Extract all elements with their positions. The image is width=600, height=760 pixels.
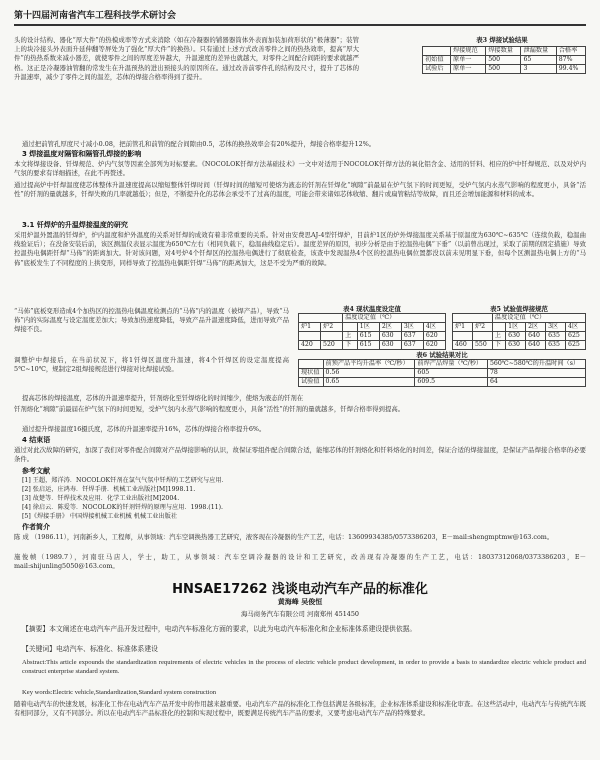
table-cell: 下 — [492, 341, 505, 350]
table-row — [453, 341, 586, 350]
table5 — [452, 313, 586, 350]
table6 — [298, 359, 586, 387]
author-bio-1: 陈 成 （1986.11），河南新乡人，工程师，从事领域：汽车空调换热器工艺研究，液客现在冷凝器的生产工艺，电话：13609934385/0573386203，E－mail:shengmptmw@163.com。 — [14, 533, 554, 541]
table3-caption: 表3 焊接试验结果 — [476, 36, 528, 44]
table-cell: 630 — [506, 332, 526, 341]
table-cell: 500 — [486, 65, 521, 74]
paragraph-7: 调整炉中焊接后，在当前状况下，将1钎焊区温度升温速，将4个钎焊区的设定温度提高5℃~10℃，规制定2组焊接规范进行焊接对比焊接试验。 — [14, 356, 289, 374]
table-cell: 620 — [423, 332, 445, 341]
table-header-row — [423, 47, 586, 56]
table-cell: 现状值 — [299, 369, 324, 378]
table-cell: 640 — [526, 341, 546, 350]
table-cell: 460 — [453, 341, 473, 350]
table-cell: 605 — [415, 369, 488, 378]
table-cell: 2区 — [379, 323, 401, 332]
table-cell: 炉2 — [472, 323, 492, 332]
table-cell: 520 — [321, 341, 343, 350]
paragraph-6: “马佈”底板变形造成4个加热区的控温热电偶温度检测点的“马佈”内的温度（被焊产品），导致“马佈”内的实际温度与设定温度差加大；导致加热速度降低，导致产品升温速度降低，进而导致产品焊接不良。 — [14, 307, 289, 334]
table5-caption: 表5 试验值焊接规范 — [490, 305, 548, 313]
table-cell — [343, 323, 358, 332]
table-cell: 560℃~580℃的升温时间（s） — [487, 360, 585, 369]
table-cell: 87% — [556, 56, 585, 65]
table-cell — [453, 332, 473, 341]
article-affiliation: 海马商务汽车有限公司 河南郑州 451450 — [241, 610, 359, 618]
table-cell — [492, 323, 505, 332]
table-header-row — [453, 314, 586, 323]
table-cell: 3 — [521, 65, 556, 74]
table-cell: 635 — [546, 332, 566, 341]
table-cell: 1区 — [357, 323, 379, 332]
table-cell: 1区 — [506, 323, 526, 332]
article-body: 随着电动汽车的快速发展，标准化工作在电动汽车产品开发中的作用越来越重要。电动汽车产品的标准化工作包括满足各级标准，企业标准体系建设和标准化审查。在这些活动中，电动汽车与传统汽车既有相同部分，又有不同部分。所以在电动汽车产品标准化的控制和实现过程中，既要满足传统汽车产品的要求，又要考虑电动汽车产品的特殊要求。 — [14, 700, 586, 718]
table-cell: 下 — [343, 341, 358, 350]
table-cell — [299, 360, 324, 369]
table-cell: 上 — [343, 332, 358, 341]
table-row — [299, 341, 446, 350]
paragraph-3: 本文将焊接设备、钎焊规范、炉内气氛等因素全部列为对标要素。《NOCOLOK钎焊方法基础技术》一文中对适用于NOCOLOK钎焊方法的氧化铝含金、适用的钎料、相应的炉中钎焊规范、以及对炉内气氛的要求有详细描述，在此不再赘述。 — [14, 160, 586, 178]
table-cell: 泄漏数量 — [521, 47, 556, 56]
table-cell: 试验后 — [423, 65, 451, 74]
table3 — [422, 46, 586, 74]
table-cell: 99.4% — [556, 65, 585, 74]
paragraph-intro: 头的设计结构、器化“厚大件”的热模成率等方式来消除（如在冷凝器的铺器器筒体外表面加装加荷形状的“极薄器”；装管上的块冷接头外表面升延伸翻等屏处为了强化“厚大件”的换热）。只有通过上述方式改善零件之间的热热效率，提高“厚大件”的热热系数来减小器差，就使零件之间的厚度差异越大，升温速度的差异也就越大，对零件之间配合间距的要求就越严格。这正是冷凝器油管翻的常发生在升温预热的进出预接头的原因所在。通过改善前零件孔的结构及尺寸，提升了芯体的升温速率，减少了零件之间的温差，芯体的焊接合格率得到了提升。 — [14, 36, 359, 81]
table-cell: 原单一 — [450, 65, 485, 74]
table-header-row — [299, 314, 446, 323]
table-cell: 焊接数量 — [486, 47, 521, 56]
paragraph-result: 通过把前管孔厚度尺寸减小0.08，把前管孔和前管的配合间隙由0.5，芯体的换热效率会有20%提升，焊接合格率提升12%。 — [22, 140, 376, 148]
reference-item: [5]《焊接手册》 中国焊接机械工业机械 机械工业出版社 — [22, 513, 178, 520]
paragraph-10: 通过提升焊接温度16摄氏度，芯体的升温速率提升16%，芯体的焊接合格率提升6%。 — [22, 425, 266, 433]
table-cell: 原单一 — [450, 56, 485, 65]
table-cell: 温度设定值（℃） — [343, 314, 446, 323]
table-cell — [321, 332, 343, 341]
table4-caption: 表4 现状温度设定值 — [343, 305, 401, 313]
article-title: HNSAE17262 浅谈电动汽车产品的标准化 — [172, 582, 428, 597]
keywords-cn: 【关键词】电动汽车、标准化、标准体系建设 — [22, 645, 158, 653]
table-header-row — [453, 323, 586, 332]
table-cell: 635 — [546, 341, 566, 350]
table-row — [299, 332, 446, 341]
reference-item: [4] 徐启云．陈爱等．NOCOLOK的钎剂钎焊的原理与应用．1998.(11). — [22, 504, 223, 511]
article-authors: 黄海峰 吴俊恒 — [277, 597, 323, 606]
table-cell: 637 — [401, 341, 423, 350]
section-heading-3: 3 焊接温度对隔管和隔管孔焊接的影响 — [22, 150, 142, 158]
table-header-row — [299, 323, 446, 332]
table6-caption: 表6 试验结果对比 — [416, 351, 468, 359]
table-cell: 550 — [472, 341, 492, 350]
table-cell: 4区 — [423, 323, 445, 332]
section-heading-4: 4 结束语 — [22, 436, 51, 444]
table-row — [453, 332, 586, 341]
table-cell — [423, 47, 451, 56]
table-row — [299, 369, 586, 378]
table-cell: 637 — [401, 332, 423, 341]
table-cell — [299, 314, 343, 323]
table-cell: 炉1 — [299, 323, 321, 332]
table-cell: 4区 — [566, 323, 586, 332]
table-cell: 620 — [423, 341, 445, 350]
table-cell: 625 — [566, 341, 586, 350]
paragraph-4: 通过提高炉中钎焊温度使芯体整体升温速度提高以缩短整体钎焊时间（钎焊时间的缩短可使熔为液态的钎剂在钎焊化“填隙”前最届在炉气氛下的时间更短，受炉气氛内水蒸气影响的程度更小，具备“活性”的钎剂的量就越多，钎焊失败的几率就越低）；但是，不断提升化的芯体会承受不了过高的温度，可能会带来诸如芯体收缩、翻片或扁管粘结等故障，而且还会增加能源和材料的成本。 — [14, 181, 586, 199]
table-cell: 640 — [526, 332, 546, 341]
table-row — [423, 56, 586, 65]
table-cell: 630 — [379, 341, 401, 350]
reference-item: [1] 王超，郑洋涛．NOCOLOK钎剂在氯气气氛中钎焊的工艺研究与应用． — [22, 477, 228, 484]
table-cell: 64 — [487, 378, 585, 387]
table-cell: 0.56 — [323, 369, 415, 378]
table-cell: 炉1 — [453, 323, 473, 332]
table-cell: 625 — [566, 332, 586, 341]
table-cell: 上 — [492, 332, 505, 341]
paragraph-8: 提高芯体的焊接温度，芯体的升温速率提升，钎剂熔化至钎焊熔化的时间缩少，使熔为液态的钎剂在 — [22, 394, 304, 402]
paragraph-9: 钎剂熔化“填隙”前最届在炉气氛下的时间更短，受炉气氛内水蒸气影响的程度更小，具备“活性”的钎剂的量就越多，钎焊合格率得到提高。 — [14, 405, 405, 413]
table-row — [423, 65, 586, 74]
author-bio-2: 施俊帧（1989.7），河南驻马店人，学士，助工，从事领域：汽车空调冷凝器的设计和工艺研究，改善现有冷凝器的生产工艺，电话：18037312068/0373386203，E－mail:shijunling5050@163.com。 — [14, 553, 586, 571]
abstract-en: Abstract:This article expounds the standardization requirements of electric vehicles in the process of electric vehicle product development, in order to provide a basis to standardize electric vehicle product and construct enterprise standard system. — [22, 659, 586, 676]
references-heading: 参考文献 — [22, 467, 50, 475]
table-cell: 焊接规范 — [450, 47, 485, 56]
paragraph-11: 通过对此次故障的研究，加深了我们对零件配合间隙对产品焊接影响的认识，故保证零组件配合间隙合适，能缩芯体的钎剂熔化和钎料熔化的时间差，保证合适的焊接温度，是保证产品焊接合格率的必要条件。 — [14, 446, 586, 464]
table-cell: 合格率 — [556, 47, 585, 56]
table-cell — [299, 332, 321, 341]
table-cell: 500 — [486, 56, 521, 65]
table-header-row — [299, 360, 586, 369]
table-cell — [453, 314, 493, 323]
table-cell: 初始值 — [423, 56, 451, 65]
table-cell: 炉2 — [321, 323, 343, 332]
table-cell: 0.65 — [323, 378, 415, 387]
table-cell — [472, 332, 492, 341]
reference-item: [2] 张启运，庄鸿寿．钎焊手册．机械工业出版社[M]1998.11. — [22, 486, 196, 493]
author-info-heading: 作者简介 — [22, 523, 50, 531]
table-cell: 前预产品平均升温率（℃/秒） — [323, 360, 415, 369]
table-cell: 温度设定值（℃） — [492, 314, 585, 323]
table-cell: 420 — [299, 341, 321, 350]
table-cell: 65 — [521, 56, 556, 65]
table-cell: 3区 — [401, 323, 423, 332]
table-row — [299, 378, 586, 387]
table-cell: 试验值 — [299, 378, 324, 387]
keywords-en: Key words:Electric vehicle,Standardization,Standard system construction — [22, 689, 217, 696]
section-heading-3-1: 3.1 钎焊炉的升温焊接温度的研究 — [22, 221, 128, 229]
table-cell: 615 — [357, 332, 379, 341]
table-cell: 2区 — [526, 323, 546, 332]
reference-item: [3] 故楚等．钎焊技术及应用．化学工业出版社[M]2004. — [22, 495, 180, 502]
table4 — [298, 313, 446, 350]
table-cell: 78 — [487, 369, 585, 378]
table-cell: 前焊产品焊量（℃/秒） — [415, 360, 488, 369]
table-cell: 615 — [357, 341, 379, 350]
abstract-cn: 【摘要】本文阐述在电动汽车产品开发过程中，电动汽车标准化方面的要求，以此为电动汽车标准化和企业标准体系建设提供依据。 — [22, 625, 417, 633]
table-cell: 630 — [506, 341, 526, 350]
table-cell: 630 — [379, 332, 401, 341]
running-header: 第十四届河南省汽车工程科技学术研讨会 — [14, 10, 586, 26]
paragraph-5: 采用炉温外置温的钎焊炉，炉内温度和炉外温度的关系对钎焊的成效有着非常重要的关系。针对由安费思AJ-4型钎焊炉，目前炉1区的炉外焊接温度关系基于原温度为630℃~635℃（连续负载，稳温曲线验证后）；在没备安装后前，该区测温仪表显示温度为650℃左右（相同负载下，稳温曲线稳定后）。温度差异的原因，初步分析是由于控温热电偶“下垂”（以前曾出现过，采取了前期的固定措施）导致控温热电偶距钎焊“马佈”的距离加大。针对该问题，对4号炉4个钎焊区的控温热电偶进行了彻底检查，该查中发现温热4个区的控温热电偶位置都没以前未见明显下垂，但每个区测温热电偶上方的“马佈”底板发生了不同程度的上拱变形，同样导致了控温热电偶距钎焊“马佈”的距离加大，这是不受为严重的故障。 — [14, 231, 586, 267]
table-cell: 609.5 — [415, 378, 488, 387]
table-cell: 3区 — [546, 323, 566, 332]
